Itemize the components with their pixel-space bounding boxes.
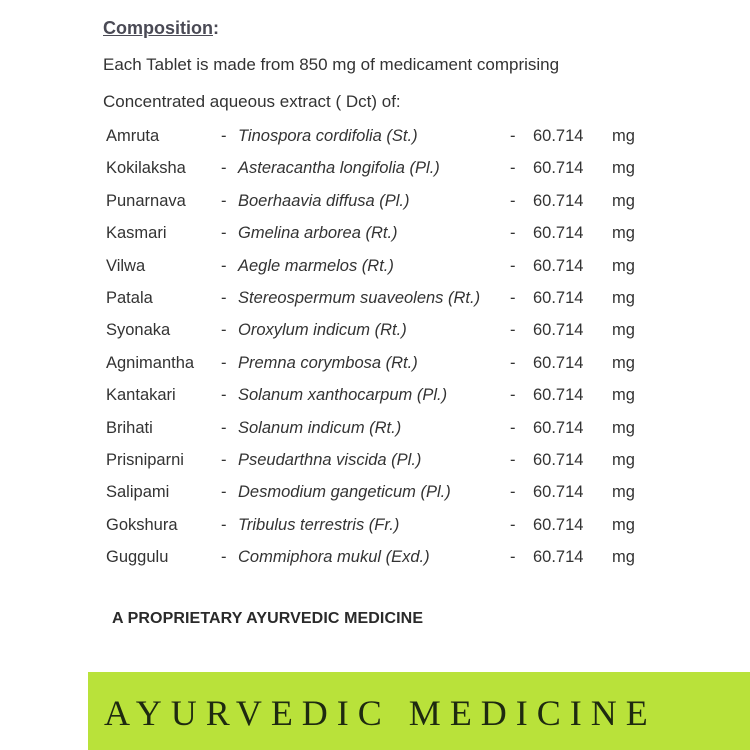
ingredient-row bbox=[0, 478, 750, 510]
ingredient-name: Amruta bbox=[106, 127, 160, 145]
composition-heading bbox=[103, 18, 219, 39]
ingredient-latin-name: Boerhaavia diffusa (Pl.) bbox=[238, 191, 410, 210]
ingredient-row bbox=[0, 122, 750, 154]
ingredient-quantity: 60.714 bbox=[533, 418, 584, 437]
separator-dash: - bbox=[510, 418, 516, 437]
ingredient-unit: mg bbox=[612, 450, 635, 469]
ingredient-unit: mg bbox=[612, 224, 635, 243]
ingredient-latin-name: Stereospermum suaveolens (Rt.) bbox=[238, 288, 481, 307]
ingredient-unit: mg bbox=[612, 483, 635, 502]
separator-dash: - bbox=[510, 191, 516, 210]
ingredient-name: Kokilaksha bbox=[106, 159, 186, 178]
separator-dash: - bbox=[221, 450, 227, 469]
separator-dash: - bbox=[221, 288, 227, 307]
ingredient-unit: mg bbox=[612, 191, 635, 210]
ingredient-latin-name: Tribulus terrestris (Fr.) bbox=[238, 515, 400, 534]
ingredient-latin-name: Solanum xanthocarpum (Pl.) bbox=[238, 386, 448, 405]
separator-dash: - bbox=[221, 418, 227, 437]
separator-dash: - bbox=[510, 548, 516, 567]
ingredient-row bbox=[0, 219, 750, 251]
ingredient-name: Kasmari bbox=[106, 224, 167, 243]
separator-dash: - bbox=[221, 515, 227, 534]
ingredient-latin-name: Desmodium gangeticum (Pl.) bbox=[238, 483, 451, 502]
ingredient-latin-name: Premna corymbosa (Rt.) bbox=[238, 353, 418, 372]
ingredient-unit: mg bbox=[612, 321, 635, 340]
ingredient-row bbox=[0, 446, 750, 478]
ingredient-latin-name: Aegle marmelos (Rt.) bbox=[238, 256, 394, 275]
separator-dash: - bbox=[221, 483, 227, 502]
ingredient-quantity: 60.714 bbox=[533, 159, 584, 178]
separator-dash: - bbox=[221, 353, 227, 372]
ingredient-name: Prisniparni bbox=[106, 450, 184, 469]
ingredient-quantity: 60.714 bbox=[533, 386, 584, 405]
separator-dash: - bbox=[510, 321, 516, 340]
ingredient-name: Gokshura bbox=[106, 515, 178, 534]
ingredient-quantity: 60.714 bbox=[533, 191, 584, 210]
ingredient-row bbox=[0, 252, 750, 284]
ingredient-name: Guggulu bbox=[106, 548, 169, 567]
ingredient-latin-name: Solanum indicum (Rt.) bbox=[238, 418, 402, 437]
ingredient-row bbox=[0, 154, 750, 186]
ingredient-quantity: 60.714 bbox=[533, 353, 584, 372]
ingredient-list bbox=[0, 122, 750, 575]
ingredient-latin-name: Tinospora cordifolia (St.) bbox=[238, 127, 418, 145]
ingredient-unit: mg bbox=[612, 515, 635, 534]
ingredient-quantity: 60.714 bbox=[533, 515, 584, 534]
ingredient-name: Punarnava bbox=[106, 191, 186, 210]
ingredient-unit: mg bbox=[612, 127, 635, 145]
ingredient-name: Brihati bbox=[106, 418, 153, 437]
ingredient-row bbox=[0, 543, 750, 575]
ingredient-latin-name: Gmelina arborea (Rt.) bbox=[238, 224, 398, 243]
ingredient-quantity: 60.714 bbox=[533, 450, 584, 469]
separator-dash: - bbox=[221, 548, 227, 567]
separator-dash: - bbox=[221, 386, 227, 405]
ingredient-row bbox=[0, 349, 750, 381]
ingredient-row bbox=[0, 381, 750, 413]
ingredient-latin-name: Pseudarthna viscida (Pl.) bbox=[238, 450, 422, 469]
ingredient-unit: mg bbox=[612, 418, 635, 437]
composition-heading-label: Composition bbox=[103, 18, 213, 38]
ingredient-unit: mg bbox=[612, 256, 635, 275]
separator-dash: - bbox=[510, 127, 516, 145]
separator-dash: - bbox=[221, 159, 227, 178]
ingredient-row bbox=[0, 316, 750, 348]
separator-dash: - bbox=[510, 386, 516, 405]
ingredient-quantity: 60.714 bbox=[533, 127, 584, 145]
ingredient-quantity: 60.714 bbox=[533, 288, 584, 307]
proprietary-medicine-label: A PROPRIETARY AYURVEDIC MEDICINE bbox=[112, 610, 424, 627]
ingredient-unit: mg bbox=[612, 548, 635, 567]
separator-dash: - bbox=[510, 256, 516, 275]
intro-line-2: Concentrated aqueous extract ( Dct) of: bbox=[103, 92, 401, 111]
ingredient-quantity: 60.714 bbox=[533, 483, 584, 502]
separator-dash: - bbox=[510, 288, 516, 307]
ingredient-quantity: 60.714 bbox=[533, 548, 584, 567]
ingredient-quantity: 60.714 bbox=[533, 321, 584, 340]
ingredient-row bbox=[0, 187, 750, 219]
ingredient-name: Vilwa bbox=[106, 256, 146, 275]
ingredient-name: Kantakari bbox=[106, 386, 176, 405]
ingredient-name: Salipami bbox=[106, 483, 170, 502]
separator-dash: - bbox=[221, 191, 227, 210]
ingredient-latin-name: Commiphora mukul (Exd.) bbox=[238, 548, 430, 567]
intro-line-1: Each Tablet is made from 850 mg of medicament comprising bbox=[103, 55, 560, 74]
separator-dash: - bbox=[510, 515, 516, 534]
ingredient-unit: mg bbox=[612, 353, 635, 372]
composition-heading-colon: : bbox=[213, 18, 219, 38]
separator-dash: - bbox=[221, 127, 227, 145]
banner-title: AYURVEDIC MEDICINE bbox=[104, 693, 657, 733]
separator-dash: - bbox=[510, 159, 516, 178]
ingredient-name: Syonaka bbox=[106, 321, 171, 340]
ingredient-row bbox=[0, 414, 750, 446]
separator-dash: - bbox=[510, 353, 516, 372]
ingredient-name: Patala bbox=[106, 288, 153, 307]
ingredient-quantity: 60.714 bbox=[533, 224, 584, 243]
separator-dash: - bbox=[221, 321, 227, 340]
ingredient-name: Agnimantha bbox=[106, 353, 195, 372]
ingredient-quantity: 60.714 bbox=[533, 256, 584, 275]
separator-dash: - bbox=[221, 256, 227, 275]
separator-dash: - bbox=[221, 224, 227, 243]
ingredient-unit: mg bbox=[612, 159, 635, 178]
ingredient-latin-name: Asteracantha longifolia (Pl.) bbox=[238, 159, 440, 178]
ingredient-unit: mg bbox=[612, 386, 635, 405]
ingredient-row bbox=[0, 284, 750, 316]
ingredient-row bbox=[0, 511, 750, 543]
ingredient-latin-name: Oroxylum indicum (Rt.) bbox=[238, 321, 407, 340]
separator-dash: - bbox=[510, 450, 516, 469]
separator-dash: - bbox=[510, 483, 516, 502]
ingredient-unit: mg bbox=[612, 288, 635, 307]
separator-dash: - bbox=[510, 224, 516, 243]
